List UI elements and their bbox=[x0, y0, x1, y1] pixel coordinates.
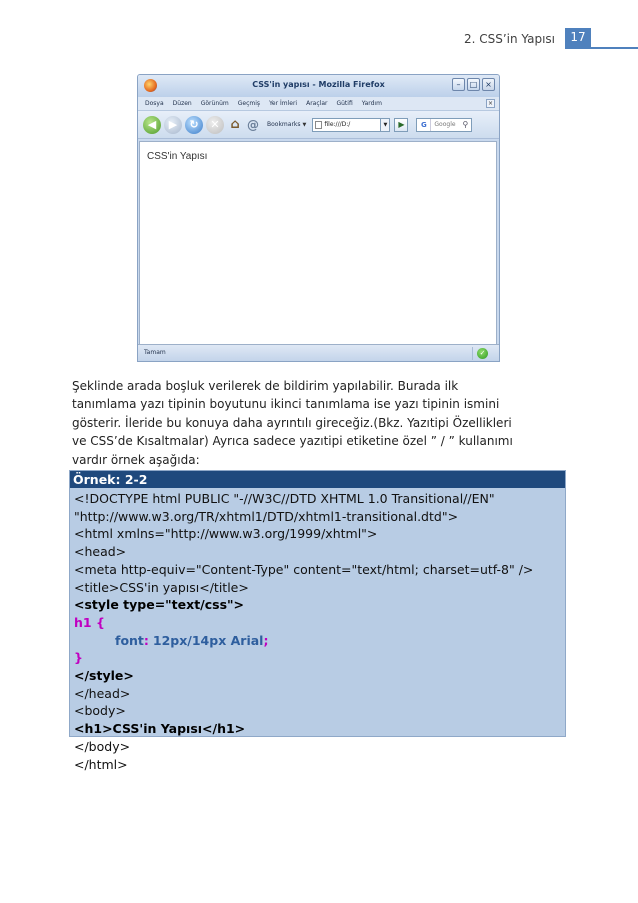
code-line: </style> bbox=[74, 668, 134, 684]
back-icon[interactable]: ◀ bbox=[143, 116, 161, 134]
running-header-section: 2. CSS’in Yapısı bbox=[463, 32, 555, 46]
code-line: </head> bbox=[74, 685, 131, 701]
forward-icon[interactable]: ▶ bbox=[164, 116, 182, 134]
header-rule bbox=[565, 47, 638, 49]
home-icon[interactable]: ⌂ bbox=[230, 117, 240, 132]
css-property: font bbox=[115, 632, 144, 648]
code-line: <head> bbox=[74, 544, 127, 560]
navigation-toolbar bbox=[138, 111, 499, 139]
code-line: "http://www.w3.org/TR/xhtml1/DTD/xhtml1-transitional.dtd"> bbox=[74, 508, 459, 524]
menu-item-gecmis[interactable]: Geçmiş bbox=[237, 100, 261, 107]
firefox-screenshot bbox=[137, 74, 500, 362]
status-text: Tamam bbox=[144, 349, 166, 356]
page-viewport bbox=[139, 141, 497, 346]
page-number: 17 bbox=[565, 28, 591, 47]
css-declaration bbox=[74, 632, 565, 650]
code-line: <meta http-equiv="Content-Type" content="text/html; charset=utf-8" /> bbox=[74, 561, 534, 577]
selector-text: h1 bbox=[74, 614, 92, 630]
body-paragraph bbox=[72, 377, 562, 469]
menu-item-yer-imleri[interactable]: Yer İmleri bbox=[269, 100, 298, 107]
css-colon: : bbox=[143, 632, 149, 648]
minimize-icon[interactable]: – bbox=[452, 78, 465, 91]
menu-close-icon[interactable]: × bbox=[487, 100, 494, 107]
code-line: </html> bbox=[74, 756, 128, 772]
brace-close: } bbox=[74, 650, 83, 666]
stop-icon[interactable]: ✕ bbox=[206, 116, 224, 134]
code-line: <h1>CSS'in Yapısı</h1> bbox=[74, 721, 246, 737]
paragraph-line: vardır örnek aşağıda: bbox=[72, 452, 200, 467]
search-engine-icon[interactable]: G bbox=[417, 119, 431, 131]
url-dropdown-icon[interactable]: ▼ bbox=[380, 119, 389, 131]
window-title: CSS'in yapısı - Mozilla Firefox bbox=[252, 80, 385, 89]
status-ok-icon: ✓ bbox=[477, 348, 488, 359]
code-line: <title>CSS'in yapısı</title> bbox=[74, 579, 249, 595]
example-title: Örnek: 2-2 bbox=[70, 471, 565, 488]
search-input[interactable] bbox=[416, 118, 472, 132]
page-icon bbox=[315, 121, 322, 129]
code-line: <!DOCTYPE html PUBLIC "-//W3C//DTD XHTML 1.0 Transitional//EN" bbox=[74, 491, 495, 506]
paragraph-line: Şeklinde arada boşluk verilerek de bildirim yapılabilir. Burada ilk bbox=[72, 379, 459, 393]
css-selector bbox=[74, 614, 565, 632]
go-icon[interactable]: ▶ bbox=[394, 118, 408, 132]
code-line: <style type="text/css"> bbox=[74, 597, 245, 613]
paragraph-line: gösterir. İleride bu konuya daha ayrıntılı gireceğiz.(Bkz. Yazıtipi Özellikleri bbox=[72, 415, 512, 430]
example-box bbox=[69, 470, 566, 772]
reload-icon[interactable]: ↻ bbox=[185, 116, 203, 134]
css-semicolon: ; bbox=[263, 632, 269, 648]
code-line: <body> bbox=[74, 703, 126, 719]
code-line: </body> bbox=[74, 738, 131, 754]
menu-item-yardim[interactable]: Yardım bbox=[361, 100, 382, 107]
menu-item-duzen[interactable]: Düzen bbox=[172, 100, 192, 107]
paragraph-line: tanımlama yazı tipinin boyutunu ikinci tanımlama ise yazı tipinin ismini bbox=[72, 397, 500, 412]
running-header bbox=[0, 0, 638, 60]
search-placeholder: Google bbox=[434, 121, 456, 128]
paragraph-line: ve CSS’de Kısaltmalar) Ayrıca sadece yazıtipi etiketine özel ” / ” kullanımı bbox=[72, 434, 513, 449]
rendered-heading: CSS'in Yapısı bbox=[147, 151, 208, 162]
window-titlebar bbox=[138, 75, 499, 97]
search-icon[interactable]: ⚲ bbox=[462, 119, 469, 129]
menu-item-dosya[interactable]: Dosya bbox=[145, 100, 164, 107]
status-separator bbox=[472, 347, 473, 360]
brace-open: { bbox=[95, 614, 105, 630]
bookmarks-label: Bookmarks bbox=[267, 121, 301, 128]
url-text: file:///D:/ bbox=[324, 121, 351, 128]
status-bar bbox=[138, 344, 499, 361]
css-value: 12px/14px Arial bbox=[152, 632, 264, 648]
chevron-down-icon: ▼ bbox=[302, 121, 307, 128]
bookmarks-button[interactable] bbox=[267, 121, 306, 128]
bookmark-star-icon[interactable]: @ bbox=[247, 117, 259, 132]
menu-item-gutifi[interactable]: Gütifi bbox=[336, 100, 353, 107]
url-bar[interactable] bbox=[312, 118, 390, 132]
menu-item-araclar[interactable]: Araçlar bbox=[306, 100, 328, 107]
maximize-icon[interactable]: □ bbox=[467, 78, 480, 91]
code-line: <html xmlns="http://www.w3.org/1999/xhtml"> bbox=[74, 526, 378, 542]
close-icon[interactable]: × bbox=[482, 78, 495, 91]
code-block bbox=[70, 488, 565, 773]
menu-item-gorunum[interactable]: Görünüm bbox=[200, 100, 229, 107]
menu-bar bbox=[138, 97, 499, 111]
window-controls bbox=[452, 78, 495, 91]
